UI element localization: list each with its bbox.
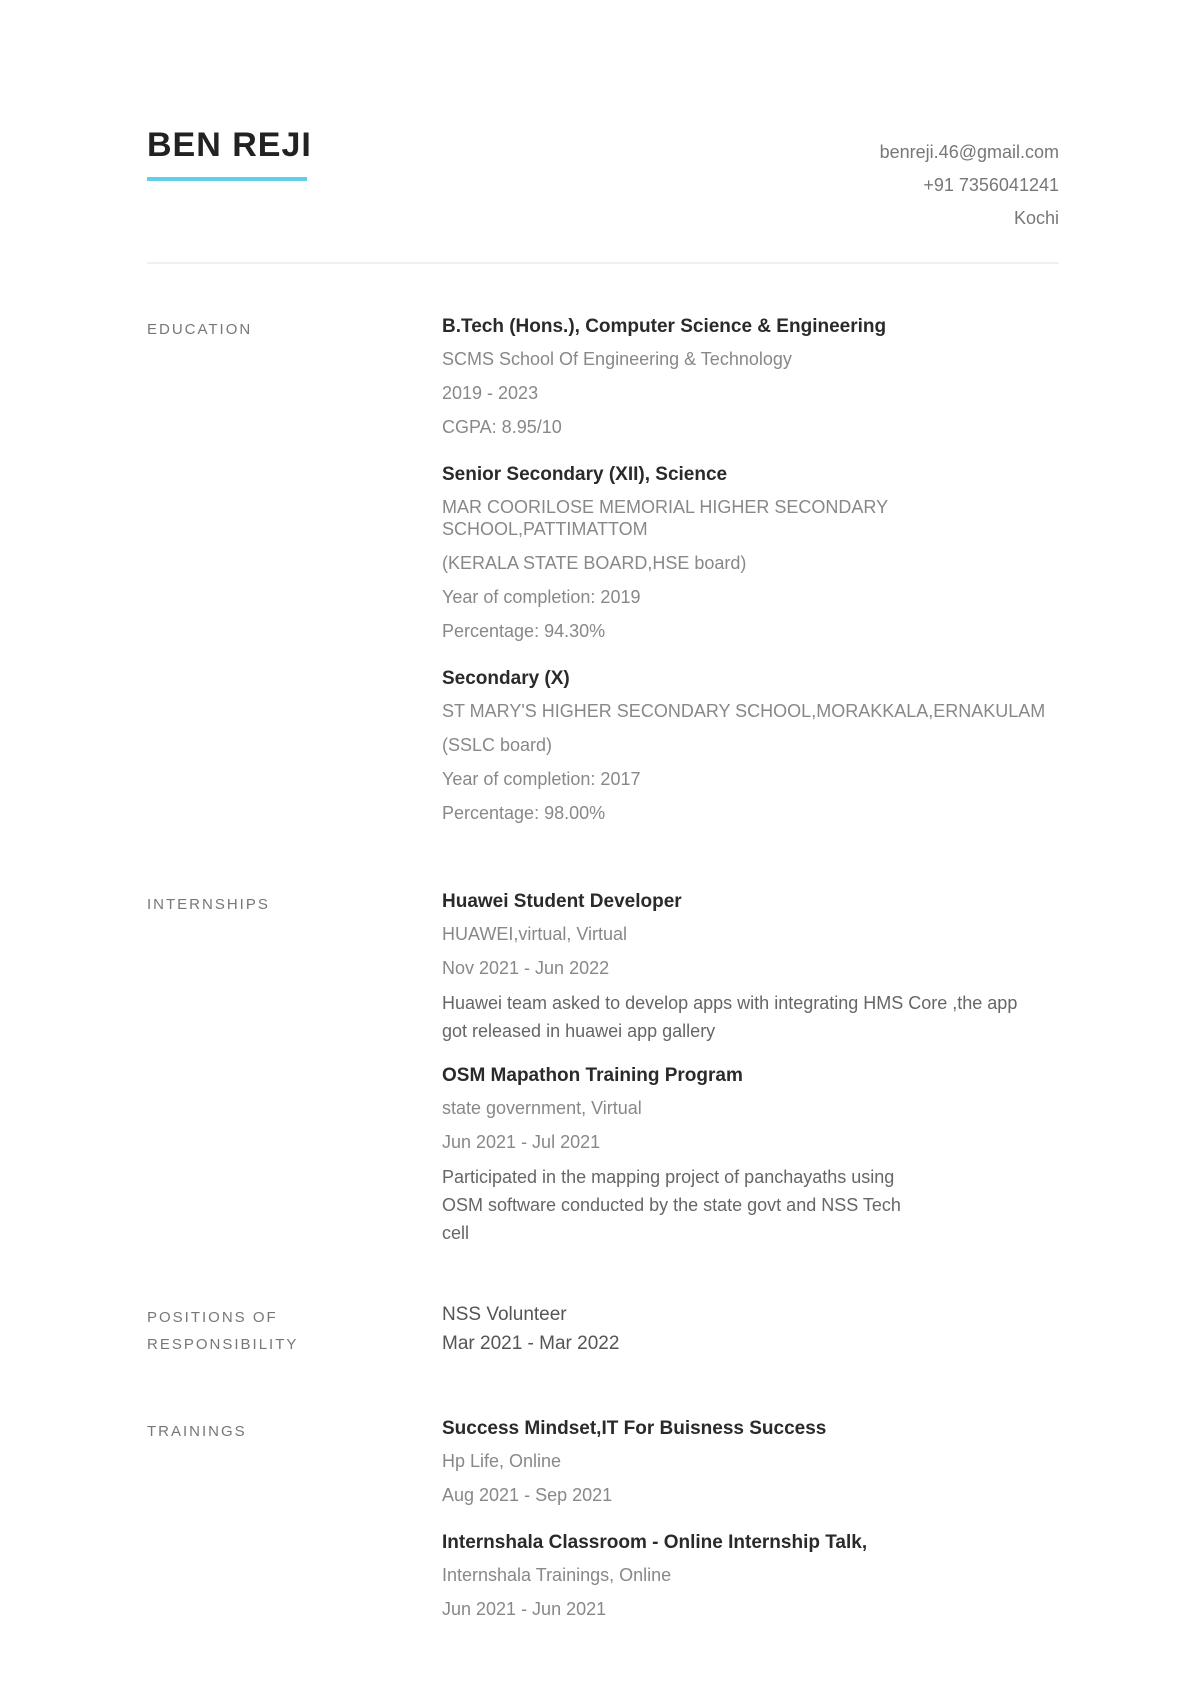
position-dates: Mar 2021 - Mar 2022: [442, 1333, 620, 1354]
location-text: Kochi: [1013, 208, 1059, 228]
entry-line: Jun 2021 - Jun 2021: [442, 1599, 607, 1619]
entry-description: Huawei team asked to develop apps with integrating HMS Core ,the app got released in huawei app gallery: [442, 993, 1018, 1041]
entry-line: (SSLC board): [442, 735, 553, 755]
entry-line: Internshala Trainings, Online: [442, 1565, 672, 1585]
education-entries: [442, 312, 1062, 846]
entry-line: Nov 2021 - Jun 2022: [442, 958, 610, 978]
entry-title: B.Tech (Hons.), Computer Science & Engineering: [442, 316, 887, 337]
entry-line: ST MARY'S HIGHER SECONDARY SCHOOL,MORAKKALA,ERNAKULAM: [442, 701, 1046, 721]
entry-line: Jun 2021 - Jul 2021: [442, 1132, 601, 1152]
entry-line: Hp Life, Online: [442, 1451, 562, 1471]
entry-line: Percentage: 98.00%: [442, 803, 606, 823]
header-divider: [147, 262, 1059, 264]
contact-block: [880, 136, 1059, 235]
training-entries: [442, 1414, 1062, 1642]
section-title-line: RESPONSIBILITY: [147, 1336, 299, 1353]
entry-line: 2019 - 2023: [442, 383, 539, 403]
entry-line: (KERALA STATE BOARD,HSE board): [442, 553, 747, 573]
entry-line: MAR COORILOSE MEMORIAL HIGHER SECONDARY SCHOOL,PATTIMATTOM: [442, 497, 888, 539]
entry-line: SCMS School Of Engineering & Technology: [442, 349, 792, 369]
resume-header: [147, 120, 1059, 260]
entry-line: Year of completion: 2017: [442, 769, 641, 789]
entry-line: HUAWEI,virtual, Virtual: [442, 924, 628, 944]
phone-text: +91 7356041241: [923, 175, 1059, 195]
section-title-internships: INTERNSHIPS: [147, 896, 270, 913]
training-entry: [442, 1528, 1062, 1626]
internship-entry: [442, 1061, 1062, 1247]
section-title-positions: [147, 1304, 377, 1358]
section-title-education: EDUCATION: [147, 321, 253, 338]
education-entry: [442, 664, 1062, 830]
entry-title: OSM Mapathon Training Program: [442, 1065, 743, 1086]
entry-title: Secondary (X): [442, 668, 570, 689]
entry-title: Internshala Classroom - Online Internship Talk,: [442, 1532, 868, 1553]
candidate-name: BEN REJI: [147, 126, 312, 164]
entry-description: Participated in the mapping project of panchayaths using OSM software conducted by the state govt and NSS Tech cell: [442, 1167, 901, 1243]
education-entry: [442, 312, 1062, 444]
entry-title: Huawei Student Developer: [442, 891, 682, 912]
entry-line: Year of completion: 2019: [442, 587, 641, 607]
entry-line: CGPA: 8.95/10: [442, 417, 562, 437]
name-accent-underline: [147, 177, 307, 181]
internship-entry: [442, 887, 1062, 1045]
entry-title: Success Mindset,IT For Buisness Success: [442, 1418, 827, 1439]
entry-line: Aug 2021 - Sep 2021: [442, 1485, 613, 1505]
training-entry: [442, 1414, 1062, 1512]
email-text: benreji.46@gmail.com: [879, 142, 1059, 162]
positions-entries: [442, 1300, 1062, 1358]
entry-line: Percentage: 94.30%: [442, 621, 606, 641]
position-role: NSS Volunteer: [442, 1304, 567, 1325]
section-title-trainings: TRAININGS: [147, 1423, 247, 1440]
entry-line: state government, Virtual: [442, 1098, 642, 1118]
education-entry: [442, 460, 1062, 648]
section-title-line: POSITIONS OF: [147, 1309, 278, 1326]
entry-title: Senior Secondary (XII), Science: [442, 464, 728, 485]
internship-entries: [442, 887, 1062, 1263]
